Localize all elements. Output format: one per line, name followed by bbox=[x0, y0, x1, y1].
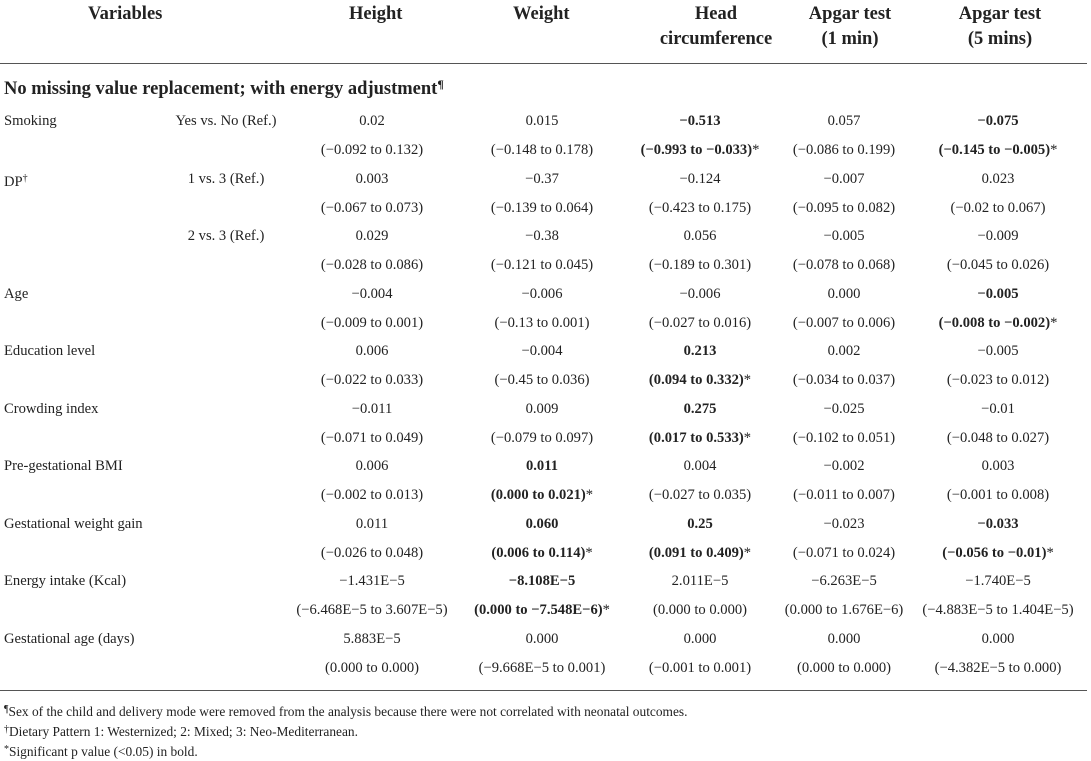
estimate-cell: −0.006 bbox=[679, 286, 721, 302]
ci-cell bbox=[491, 198, 593, 218]
ci-text: (−0.078 to 0.068) bbox=[792, 257, 896, 273]
estimate-cell: −0.005 bbox=[977, 286, 1019, 302]
footnote-2 bbox=[4, 721, 358, 741]
footnote-2-symbol: † bbox=[4, 724, 9, 735]
ci-text: (−0.045 to 0.026) bbox=[946, 257, 1050, 273]
ci-cell bbox=[947, 255, 1049, 275]
row-label bbox=[4, 341, 95, 361]
ci-cell bbox=[649, 428, 751, 448]
estimate-cell: −0.513 bbox=[679, 113, 721, 129]
ci-cell bbox=[321, 140, 423, 160]
ci-text: (0.000 to 0.000) bbox=[652, 602, 748, 618]
footnote-3-symbol: * bbox=[4, 744, 9, 755]
footnote-2-text: Dietary Pattern 1: Westernized; 2: Mixed; 3: Neo-Mediterranean. bbox=[9, 724, 358, 739]
row-label bbox=[4, 399, 98, 419]
ci-text: (−0.423 to 0.175) bbox=[648, 200, 752, 216]
ci-cell bbox=[321, 543, 423, 563]
row-label bbox=[4, 571, 126, 591]
significance-star: * bbox=[752, 142, 760, 158]
ci-cell bbox=[479, 658, 606, 678]
ci-text: (0.091 to 0.409) bbox=[648, 545, 744, 561]
row-sublabel: Yes vs. No (Ref.) bbox=[175, 113, 277, 129]
estimate-cell: −0.38 bbox=[525, 228, 559, 244]
estimate-cell: 0.057 bbox=[827, 113, 861, 129]
estimate-cell: 5.883E−5 bbox=[343, 631, 401, 647]
estimate-cell: −0.004 bbox=[521, 343, 563, 359]
ci-cell bbox=[649, 658, 751, 678]
estimate-cell: 0.056 bbox=[683, 228, 717, 244]
ci-cell bbox=[495, 370, 590, 390]
ci-cell bbox=[793, 313, 895, 333]
header-weight: Weight bbox=[513, 4, 570, 24]
section-title-text: No missing value replacement; with energy adjustment bbox=[4, 79, 438, 99]
row-sublabel: 1 vs. 3 (Ref.) bbox=[187, 171, 265, 187]
ci-text: (−0.145 to −0.005) bbox=[938, 142, 1051, 158]
ci-text: (−0.071 to 0.049) bbox=[320, 430, 424, 446]
ci-cell bbox=[649, 313, 751, 333]
ci-text: (0.000 to −7.548E−6) bbox=[474, 602, 603, 618]
estimate-cell: −6.263E−5 bbox=[811, 573, 877, 589]
estimate-cell: 0.023 bbox=[981, 171, 1015, 187]
ci-text: (−0.121 to 0.045) bbox=[490, 257, 594, 273]
ci-text: (−0.993 to −0.033) bbox=[640, 142, 753, 158]
row-label bbox=[4, 111, 57, 131]
significance-star: * bbox=[1050, 315, 1058, 331]
ci-cell bbox=[321, 255, 423, 275]
estimate-cell: 0.003 bbox=[981, 458, 1015, 474]
ci-text: (−0.13 to 0.001) bbox=[494, 315, 590, 331]
ci-text: (−0.026 to 0.048) bbox=[320, 545, 424, 561]
ci-text: (−0.079 to 0.097) bbox=[490, 430, 594, 446]
ci-text: (−0.086 to 0.199) bbox=[792, 142, 896, 158]
estimate-cell: 0.000 bbox=[981, 631, 1015, 647]
ci-cell bbox=[649, 543, 751, 563]
ci-text: (−0.189 to 0.301) bbox=[648, 257, 752, 273]
ci-cell bbox=[321, 485, 423, 505]
row-label-text: Smoking bbox=[4, 113, 57, 129]
ci-cell bbox=[922, 600, 1073, 620]
estimate-cell: 0.029 bbox=[355, 228, 389, 244]
estimate-cell: 0.011 bbox=[355, 516, 389, 532]
ci-cell bbox=[649, 198, 751, 218]
ci-cell bbox=[321, 370, 423, 390]
row-sublabel: 2 vs. 3 (Ref.) bbox=[187, 228, 265, 244]
ci-cell bbox=[939, 140, 1058, 160]
ci-text: (−0.009 to 0.001) bbox=[320, 315, 424, 331]
estimate-cell: 0.003 bbox=[355, 171, 389, 187]
ci-cell bbox=[321, 313, 423, 333]
significance-star: * bbox=[743, 372, 752, 388]
ci-text: (−0.001 to 0.001) bbox=[648, 660, 752, 676]
ci-text: (−4.883E−5 to 1.404E−5) bbox=[922, 602, 1074, 618]
significance-star: * bbox=[602, 602, 610, 618]
estimate-cell: −0.002 bbox=[823, 458, 865, 474]
bottom-rule bbox=[0, 690, 1087, 691]
ci-text: (−0.139 to 0.064) bbox=[490, 200, 594, 216]
estimate-cell: −0.005 bbox=[823, 228, 865, 244]
estimate-cell: 0.275 bbox=[683, 401, 717, 417]
row-label-text: Pre-gestational BMI bbox=[4, 458, 123, 474]
ci-text: (−0.034 to 0.037) bbox=[792, 372, 896, 388]
ci-text: (−0.02 to 0.067) bbox=[950, 200, 1046, 216]
ci-cell bbox=[793, 255, 895, 275]
estimate-cell: −0.007 bbox=[823, 171, 865, 187]
header-apgar5-line1: Apgar test bbox=[958, 4, 1042, 24]
ci-cell bbox=[474, 600, 610, 620]
ci-cell bbox=[321, 428, 423, 448]
ci-text: (−0.027 to 0.035) bbox=[648, 487, 752, 503]
ci-text: (−0.071 to 0.024) bbox=[792, 545, 896, 561]
header-height: Height bbox=[349, 4, 403, 24]
estimate-cell: 0.015 bbox=[525, 113, 559, 129]
ci-cell bbox=[793, 485, 895, 505]
header-head-circumference bbox=[636, 2, 796, 52]
row-label bbox=[4, 514, 143, 534]
ci-cell bbox=[491, 543, 592, 563]
ci-text: (−0.001 to 0.008) bbox=[946, 487, 1050, 503]
ci-cell bbox=[491, 255, 593, 275]
row-label-text: Gestational age (days) bbox=[4, 631, 135, 647]
ci-cell bbox=[491, 140, 593, 160]
estimate-cell: 0.02 bbox=[359, 113, 385, 129]
ci-text: (0.094 to 0.332) bbox=[648, 372, 744, 388]
ci-text: (−0.028 to 0.086) bbox=[320, 257, 424, 273]
section-title bbox=[4, 77, 444, 100]
header-head-line1: Head bbox=[694, 4, 738, 24]
ci-cell bbox=[793, 543, 895, 563]
header-apgar-5min bbox=[940, 2, 1060, 52]
ci-text: (−0.067 to 0.073) bbox=[320, 200, 424, 216]
row-label-text: DP bbox=[4, 174, 23, 190]
header-rule bbox=[0, 63, 1087, 64]
ci-cell bbox=[793, 140, 895, 160]
estimate-cell: −0.033 bbox=[977, 516, 1019, 532]
estimate-cell: −0.009 bbox=[977, 228, 1019, 244]
estimate-cell: −8.108E−5 bbox=[508, 573, 576, 589]
ci-cell bbox=[321, 198, 423, 218]
ci-text: (−0.027 to 0.016) bbox=[648, 315, 752, 331]
ci-cell bbox=[641, 140, 760, 160]
estimate-cell: −1.740E−5 bbox=[965, 573, 1031, 589]
ci-cell bbox=[296, 600, 447, 620]
header-apgar1-line2: (1 min) bbox=[821, 29, 879, 49]
footnote-1 bbox=[4, 701, 687, 721]
ci-cell bbox=[649, 485, 751, 505]
estimate-cell: 0.004 bbox=[683, 458, 717, 474]
ci-cell bbox=[491, 428, 593, 448]
ci-text: (−0.148 to 0.178) bbox=[490, 142, 594, 158]
ci-cell bbox=[793, 198, 895, 218]
estimate-cell: 0.060 bbox=[525, 516, 559, 532]
ci-text: (−9.668E−5 to 0.001) bbox=[478, 660, 606, 676]
ci-cell bbox=[947, 428, 1049, 448]
ci-text: (−0.007 to 0.006) bbox=[792, 315, 896, 331]
ci-text: (−6.468E−5 to 3.607E−5) bbox=[296, 602, 448, 618]
ci-text: (−0.008 to −0.002) bbox=[938, 315, 1051, 331]
estimate-cell: −0.01 bbox=[981, 401, 1015, 417]
ci-text: (−0.102 to 0.051) bbox=[792, 430, 896, 446]
ci-text: (−0.45 to 0.036) bbox=[494, 372, 590, 388]
header-apgar1-line1: Apgar test bbox=[808, 4, 892, 24]
estimate-cell: 0.000 bbox=[827, 631, 861, 647]
ci-cell bbox=[935, 658, 1062, 678]
estimate-cell: −0.023 bbox=[823, 516, 865, 532]
significance-star: * bbox=[1046, 545, 1054, 561]
row-label-text: Gestational weight gain bbox=[4, 516, 143, 532]
row-label bbox=[4, 629, 134, 649]
ci-cell bbox=[495, 313, 590, 333]
estimate-cell: 0.002 bbox=[827, 343, 861, 359]
estimate-cell: −1.431E−5 bbox=[339, 573, 405, 589]
footnote-3-text: Significant p value (<0.05) in bold. bbox=[9, 744, 198, 759]
ci-cell bbox=[649, 255, 751, 275]
row-label-text: Energy intake (Kcal) bbox=[4, 573, 127, 589]
ci-text: (0.000 to 0.000) bbox=[324, 660, 420, 676]
section-mark: ¶ bbox=[437, 77, 444, 91]
ci-text: (−4.382E−5 to 0.000) bbox=[934, 660, 1062, 676]
estimate-cell: 0.006 bbox=[355, 458, 389, 474]
ci-text: (−0.048 to 0.027) bbox=[946, 430, 1050, 446]
footnote-1-symbol: ¶ bbox=[4, 704, 9, 715]
ci-text: (0.000 to 0.021) bbox=[490, 487, 586, 503]
footnote-1-text: Sex of the child and delivery mode were removed from the analysis because there were not correlated with neonatal outcomes. bbox=[8, 704, 688, 719]
ci-cell bbox=[325, 658, 419, 678]
estimate-cell: 0.000 bbox=[827, 286, 861, 302]
ci-cell bbox=[947, 370, 1049, 390]
row-label bbox=[4, 169, 28, 192]
ci-text: (−0.002 to 0.013) bbox=[320, 487, 424, 503]
estimate-cell: −0.005 bbox=[977, 343, 1019, 359]
ci-text: (−0.092 to 0.132) bbox=[320, 142, 424, 158]
estimate-cell: 2.011E−5 bbox=[671, 573, 729, 589]
row-label bbox=[4, 284, 28, 304]
ci-cell bbox=[491, 485, 593, 505]
significance-star: * bbox=[743, 545, 752, 561]
ci-cell bbox=[797, 658, 891, 678]
estimate-cell: −0.025 bbox=[823, 401, 865, 417]
estimate-cell: −0.075 bbox=[977, 113, 1019, 129]
ci-cell bbox=[649, 370, 751, 390]
header-apgar-1min bbox=[790, 2, 910, 52]
ci-cell bbox=[793, 428, 895, 448]
significance-star: * bbox=[585, 545, 593, 561]
row-label-text: Crowding index bbox=[4, 401, 99, 417]
estimate-cell: 0.000 bbox=[683, 631, 717, 647]
row-label-text: Age bbox=[4, 286, 29, 302]
ci-text: (0.017 to 0.533) bbox=[648, 430, 744, 446]
ci-cell bbox=[793, 370, 895, 390]
header-head-line2: circumference bbox=[659, 29, 773, 49]
header-variables: Variables bbox=[88, 4, 163, 24]
estimate-cell: 0.000 bbox=[525, 631, 559, 647]
ci-cell bbox=[939, 313, 1058, 333]
ci-text: (0.000 to 0.000) bbox=[796, 660, 892, 676]
significance-star: * bbox=[1050, 142, 1058, 158]
significance-star: * bbox=[743, 430, 752, 446]
ci-text: (−0.023 to 0.012) bbox=[946, 372, 1050, 388]
estimate-cell: 0.009 bbox=[525, 401, 559, 417]
ci-text: (−0.095 to 0.082) bbox=[792, 200, 896, 216]
estimate-cell: −0.37 bbox=[525, 171, 559, 187]
ci-cell bbox=[951, 198, 1046, 218]
row-label-sup: † bbox=[22, 173, 28, 184]
estimate-cell: 0.213 bbox=[683, 343, 717, 359]
ci-cell bbox=[947, 485, 1049, 505]
ci-text: (−0.022 to 0.033) bbox=[320, 372, 424, 388]
row-label-text: Education level bbox=[4, 343, 96, 359]
ci-cell bbox=[653, 600, 747, 620]
ci-text: (−0.011 to 0.007) bbox=[793, 487, 895, 503]
significance-star: * bbox=[585, 487, 594, 503]
estimate-cell: 0.25 bbox=[687, 516, 713, 532]
ci-cell bbox=[785, 600, 903, 620]
ci-cell bbox=[942, 543, 1053, 563]
estimate-cell: −0.004 bbox=[351, 286, 393, 302]
ci-text: (0.000 to 1.676E−6) bbox=[784, 602, 904, 618]
estimate-cell: −0.124 bbox=[679, 171, 721, 187]
ci-text: (0.006 to 0.114) bbox=[491, 545, 586, 561]
estimate-cell: 0.011 bbox=[525, 458, 559, 474]
estimate-cell: −0.011 bbox=[351, 401, 393, 417]
ci-text: (−0.056 to −0.01) bbox=[942, 545, 1047, 561]
header-apgar5-line2: (5 mins) bbox=[967, 29, 1033, 49]
row-label bbox=[4, 456, 123, 476]
footnote-3 bbox=[4, 741, 198, 761]
estimate-cell: 0.006 bbox=[355, 343, 389, 359]
estimate-cell: −0.006 bbox=[521, 286, 563, 302]
